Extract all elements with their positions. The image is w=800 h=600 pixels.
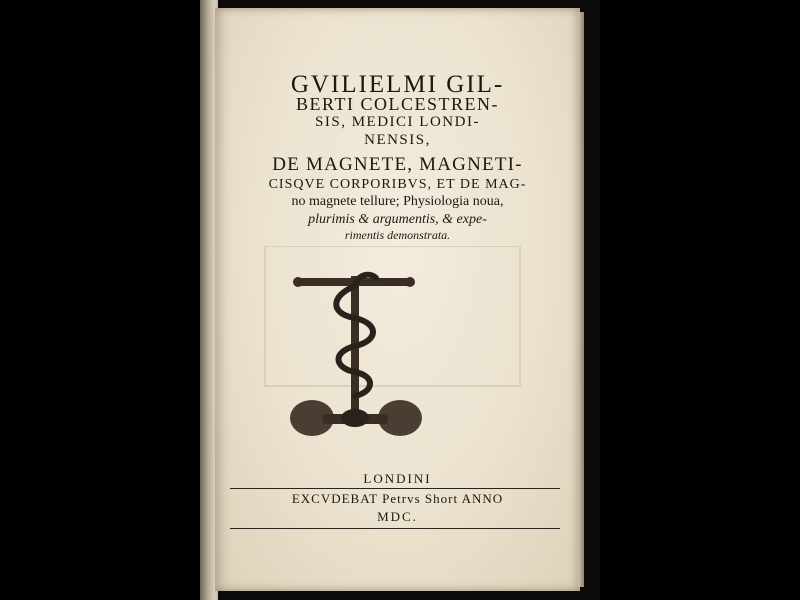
work-title-line-4: plurimis & argumentis, & expe- [308, 212, 487, 227]
imprint-rule-bottom [230, 528, 560, 529]
imprint-city: LONDINI [363, 471, 432, 486]
work-title-line-2: CISQVE CORPORIBVS, ET DE MAG- [268, 177, 527, 192]
page-fore-edge [578, 12, 584, 587]
imprint-rule-top [230, 488, 560, 489]
author-line-4-wrap [215, 132, 580, 149]
author-line-2: BERTI COLCESTREN- [296, 94, 499, 114]
title-page [215, 8, 580, 591]
printers-device-woodcut [260, 246, 525, 456]
author-line-4: NENSIS, [364, 132, 431, 148]
author-line-2-wrap [215, 94, 580, 115]
author-line-3: SIS, MEDICI LONDI- [315, 114, 480, 130]
imprint-year: MDC. [377, 509, 418, 524]
work-title-line-1: DE MAGNETE, MAGNETI- [272, 154, 523, 175]
author-line-1: GVILIELMI GIL- [290, 71, 505, 98]
author-line-3-wrap [215, 114, 580, 131]
work-title-line-3: no magnete tellure; Physiologia noua, [291, 194, 504, 209]
work-title-line-5: rimentis demonstrata. [344, 228, 451, 242]
imprint-printer: EXCVDEBAT Petrvs Short ANNO [291, 491, 504, 506]
